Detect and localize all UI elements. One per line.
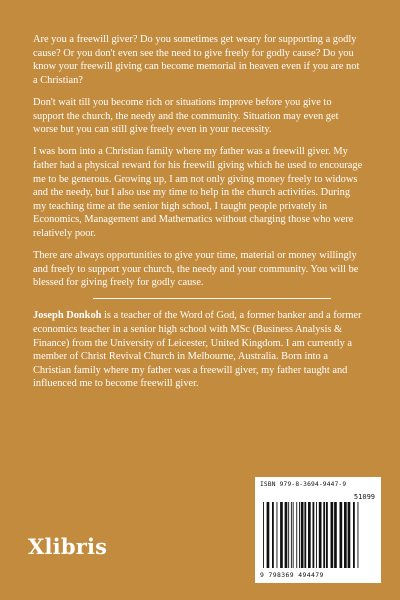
barcode-bar (280, 502, 283, 568)
barcode-bar (353, 502, 355, 568)
blurb-paragraph-4: There are always opportunities to give your time, material or money willingly and freely to support your church, the needy and your community. You will be blessed for giving freely for godly cause. (33, 250, 359, 289)
barcode-bar (272, 502, 274, 568)
barcode-bar (299, 502, 300, 568)
barcode-bar (358, 502, 359, 568)
barcode-bar (348, 502, 351, 568)
barcode-bar (285, 502, 288, 568)
section-divider (93, 298, 331, 299)
barcode-bar (308, 502, 311, 568)
ean-digits: 9 798369 494479 (260, 571, 324, 579)
barcode-bar (323, 502, 325, 568)
blurb-paragraph-2: Don't wait till you become rich or situations improve before you give to support the church, the needy and the community. Situation may even get worse but you can still give freely even in your necessity. (33, 96, 339, 136)
barcode-bar (291, 502, 292, 568)
barcode-bar (331, 502, 334, 568)
back-cover-text (33, 33, 363, 400)
blurb-paragraph-3: I was born into a Christian family where my father was a freewill giver. My father had a physical reward for his freewill giving which he used to encourage me to be generous. Growing up, I am not only giving money freely to widows and the needy, but I also use my time to help in the church activities. During my teaching time at the senior high school, I taught people privately in Economics, Management and Mathematics without charging those who were relatively poor. (33, 146, 363, 239)
barcode-bar (304, 502, 306, 568)
author-bio (33, 309, 363, 391)
barcode-bar (319, 502, 322, 568)
barcode-bar (340, 502, 343, 568)
barcode-bar (301, 502, 304, 568)
barcode-bar (334, 502, 337, 568)
barcode-bar (263, 502, 264, 568)
barcode-bars (261, 502, 375, 570)
barcode (255, 477, 381, 583)
barcode-bar (277, 502, 278, 568)
barcode-bar (313, 502, 315, 568)
publisher-logo: Xlibris (28, 534, 108, 559)
author-name: Joseph Donkoh (33, 310, 102, 322)
barcode-bar (316, 502, 317, 568)
barcode-bar (293, 502, 294, 568)
barcode-bar (296, 502, 297, 568)
barcode-bar (288, 502, 289, 568)
price-code: 51099 (353, 493, 375, 501)
barcode-bar (326, 502, 328, 568)
barcode-bar (344, 502, 347, 568)
author-bio-text: is a teacher of the Word of God, a former banker and a former economics teacher in a senior high school with MSc (Business Analysis & Finance) from the University of Leicester, United Kingdom. I am currently a member of Christ Revival Church in Melbourne, Australia. Born into a Christian family where my father was a freewill giver, my father taught and influenced me to become freewill giver. (33, 310, 362, 390)
isbn-label: ISBN 979-8-3694-9447-9 (260, 481, 347, 488)
barcode-bar (267, 502, 270, 568)
blurb-paragraph-1: Are you a freewill giver? Do you sometimes get weary for supporting a godly cause? Or you don't even see the need to give freely for godly cause? Do you know your freewill giving can become memorial in heaven even if you are not a Christian? (33, 34, 360, 86)
